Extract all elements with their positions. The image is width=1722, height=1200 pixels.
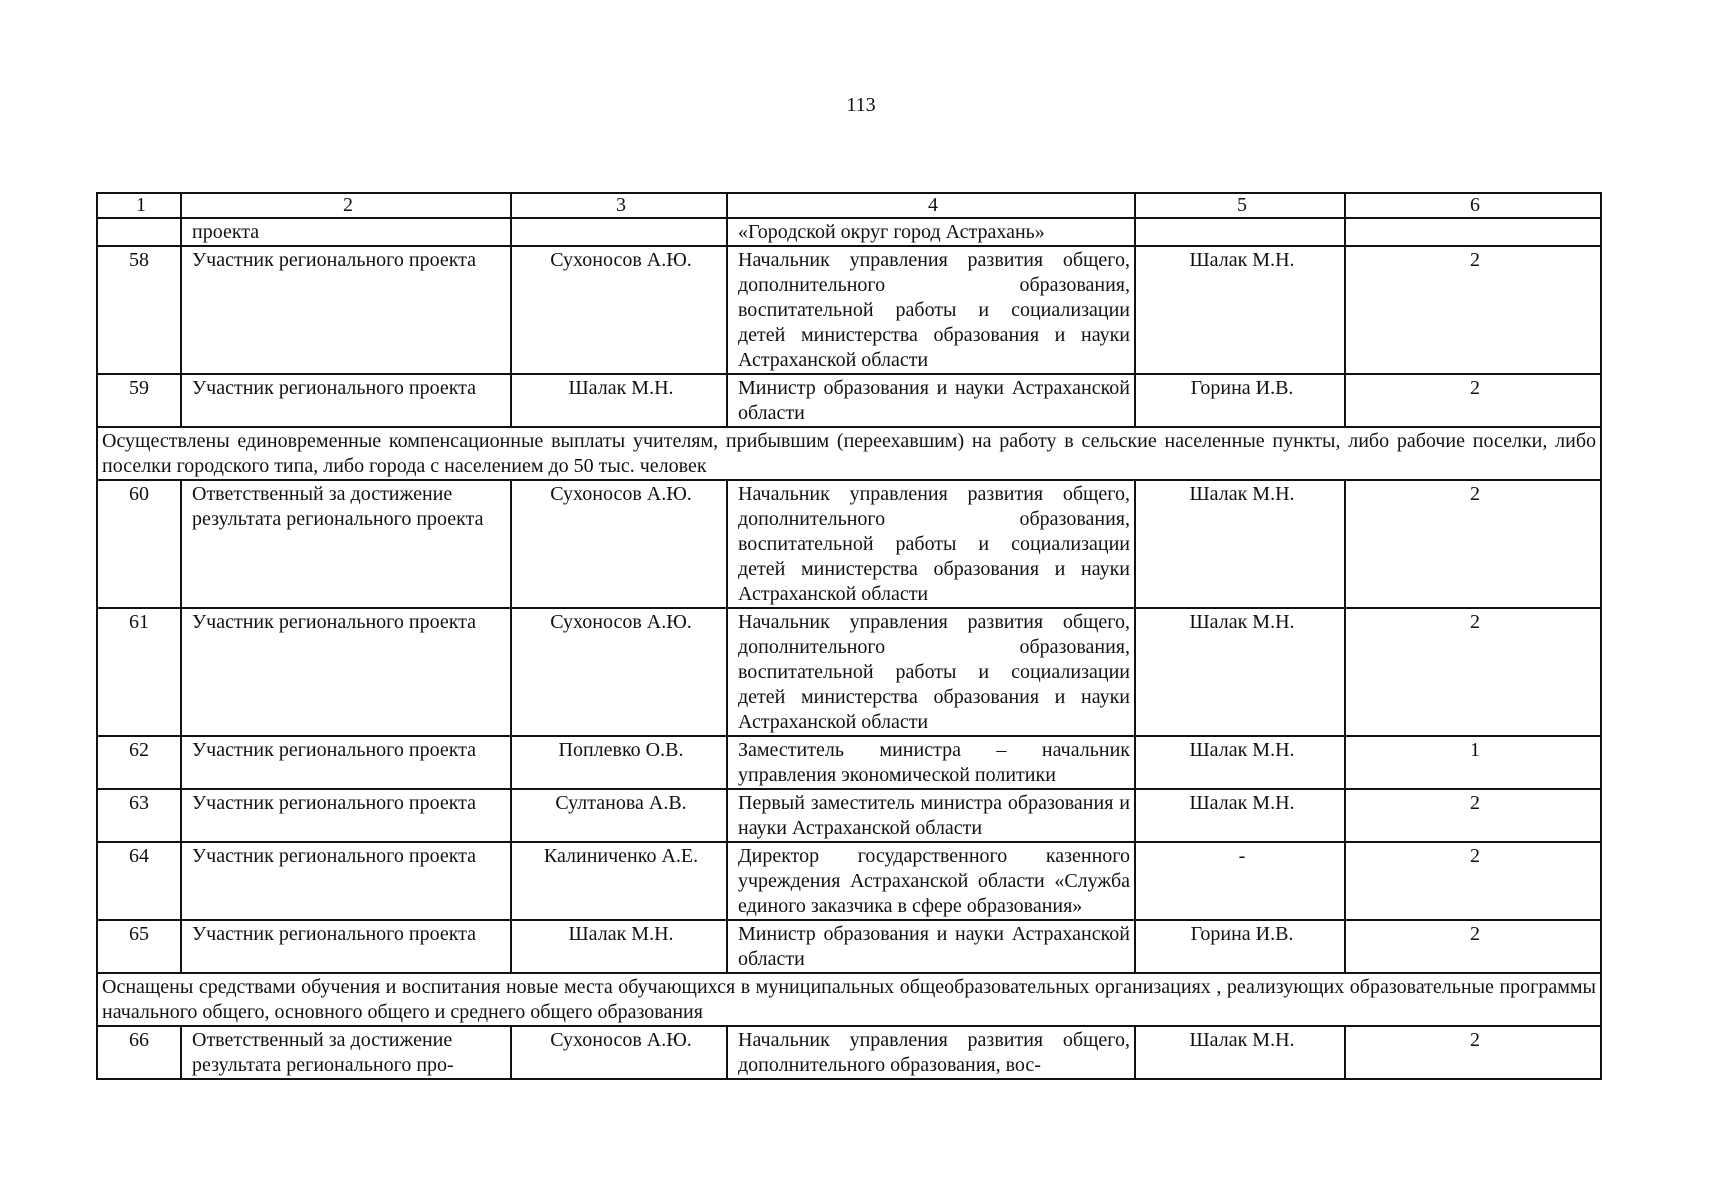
value-cell <box>1345 218 1601 246</box>
column-number-1: 1 <box>97 193 181 218</box>
row-number-cell: 59 <box>97 374 181 427</box>
person-cell: Сухоносов А.Ю. <box>511 246 727 374</box>
table-row <box>97 1026 1601 1079</box>
position-cell: Директор государственного казенного учреждения Астраханской области «Служба единого заказчика в сфере образования» <box>727 842 1135 920</box>
value-cell: 2 <box>1345 920 1601 973</box>
section-heading-text: Осуществлены единовременные компенсационные выплаты учителям, прибывшим (переехавшим) на работу в сельские населенные пункты, либо рабочие поселки, либо поселки городского типа, либо города с населением до 50 тыс. человек <box>97 427 1601 480</box>
role-cell: Ответственный за достижение результата регионального проекта <box>181 480 511 608</box>
person-cell: Шалак М.Н. <box>511 374 727 427</box>
role-cell: Участник регионального проекта <box>181 842 511 920</box>
value-cell: 2 <box>1345 789 1601 842</box>
table-row <box>97 374 1601 427</box>
column-number-5: 5 <box>1135 193 1345 218</box>
table-row <box>97 608 1601 736</box>
table-row <box>97 736 1601 789</box>
value-cell: 2 <box>1345 374 1601 427</box>
section-heading-row <box>97 427 1601 480</box>
row-number-cell: 63 <box>97 789 181 842</box>
position-cell: Министр образования и науки Астраханской области <box>727 920 1135 973</box>
column-number-6: 6 <box>1345 193 1601 218</box>
column-number-2: 2 <box>181 193 511 218</box>
table-row <box>97 789 1601 842</box>
row-number-cell: 60 <box>97 480 181 608</box>
value-cell: 2 <box>1345 608 1601 736</box>
position-cell: Начальник управления развития общего, дополнительного образования, воспитательной работы и социализации детей министерства образования и науки Астраханской области <box>727 480 1135 608</box>
role-cell: Участник регионального проекта <box>181 246 511 374</box>
table-row <box>97 920 1601 973</box>
row-number-cell: 66 <box>97 1026 181 1079</box>
person-cell: Калиниченко А.Е. <box>511 842 727 920</box>
value-cell: 1 <box>1345 736 1601 789</box>
row-number-cell: 61 <box>97 608 181 736</box>
position-cell: Начальник управления развития общего, дополнительного образования, вос- <box>727 1026 1135 1079</box>
value-cell: 2 <box>1345 246 1601 374</box>
position-cell: Заместитель министра – начальник управления экономической политики <box>727 736 1135 789</box>
table-row <box>97 246 1601 374</box>
value-cell: 2 <box>1345 842 1601 920</box>
position-cell: Начальник управления развития общего, дополнительного образования, воспитательной работы и социализации детей министерства образования и науки Астраханской области <box>727 608 1135 736</box>
person-cell: Сухоносов А.Ю. <box>511 480 727 608</box>
responsibility-table-container <box>96 192 1600 1080</box>
supervisor-cell: Шалак М.Н. <box>1135 1026 1345 1079</box>
position-cell: Министр образования и науки Астраханской области <box>727 374 1135 427</box>
position-cell: Начальник управления развития общего, дополнительного образования, воспитательной работы и социализации детей министерства образования и науки Астраханской области <box>727 246 1135 374</box>
supervisor-cell: Горина И.В. <box>1135 920 1345 973</box>
table-row <box>97 480 1601 608</box>
column-number-3: 3 <box>511 193 727 218</box>
supervisor-cell: - <box>1135 842 1345 920</box>
column-number-4: 4 <box>727 193 1135 218</box>
position-cell: «Городской округ город Астрахань» <box>727 218 1135 246</box>
role-cell: Участник регионального проекта <box>181 374 511 427</box>
person-cell: Сухоносов А.Ю. <box>511 1026 727 1079</box>
supervisor-cell: Шалак М.Н. <box>1135 608 1345 736</box>
value-cell: 2 <box>1345 1026 1601 1079</box>
supervisor-cell: Шалак М.Н. <box>1135 789 1345 842</box>
supervisor-cell: Шалак М.Н. <box>1135 736 1345 789</box>
supervisor-cell: Шалак М.Н. <box>1135 480 1345 608</box>
row-number-cell: 65 <box>97 920 181 973</box>
supervisor-cell: Горина И.В. <box>1135 374 1345 427</box>
supervisor-cell: Шалак М.Н. <box>1135 246 1345 374</box>
table-row-continuation <box>97 218 1601 246</box>
row-number-cell: 58 <box>97 246 181 374</box>
person-cell: Шалак М.Н. <box>511 920 727 973</box>
role-cell: Участник регионального проекта <box>181 920 511 973</box>
responsibility-table <box>96 192 1602 1080</box>
person-cell <box>511 218 727 246</box>
column-number-header-row <box>97 193 1601 218</box>
table-body <box>97 193 1601 1079</box>
role-cell: Ответственный за достижение результата регионального про- <box>181 1026 511 1079</box>
table-row <box>97 842 1601 920</box>
position-cell: Первый заместитель министра образования и науки Астраханской области <box>727 789 1135 842</box>
person-cell: Поплевко О.В. <box>511 736 727 789</box>
section-heading-text: Оснащены средствами обучения и воспитания новые места обучающихся в муниципальных общеобразовательных организациях , реализующих образовательные программы начального общего, основного общего и среднего общего образования <box>97 973 1601 1026</box>
row-number-cell: 62 <box>97 736 181 789</box>
page-number: 113 <box>846 94 876 116</box>
supervisor-cell <box>1135 218 1345 246</box>
role-cell: проекта <box>181 218 511 246</box>
role-cell: Участник регионального проекта <box>181 608 511 736</box>
value-cell: 2 <box>1345 480 1601 608</box>
row-number-cell <box>97 218 181 246</box>
role-cell: Участник регионального проекта <box>181 736 511 789</box>
role-cell: Участник регионального проекта <box>181 789 511 842</box>
section-heading-row <box>97 973 1601 1026</box>
person-cell: Сухоносов А.Ю. <box>511 608 727 736</box>
row-number-cell: 64 <box>97 842 181 920</box>
person-cell: Султанова А.В. <box>511 789 727 842</box>
